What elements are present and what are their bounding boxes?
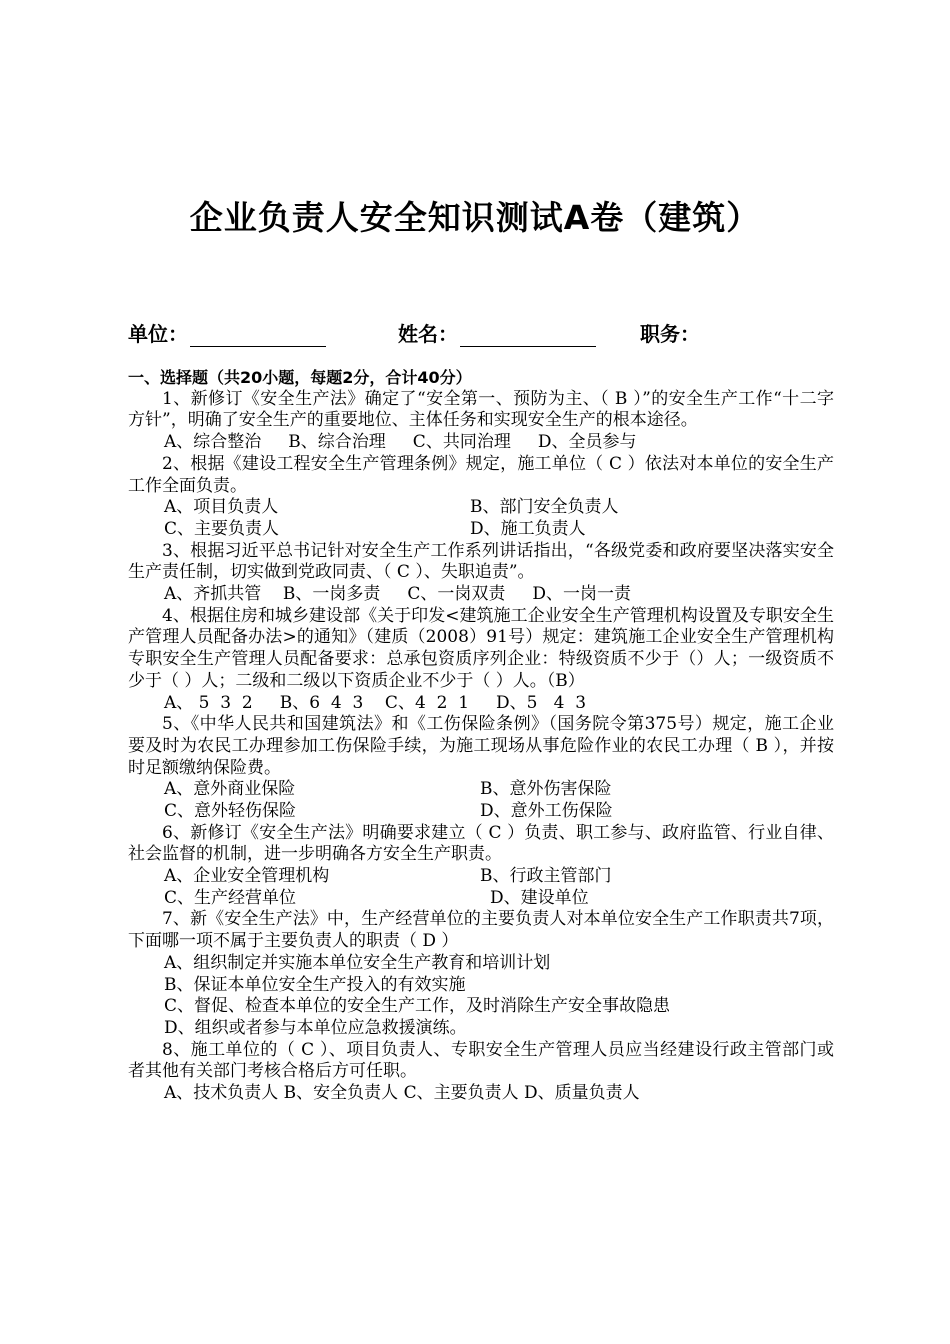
info-row: [128, 318, 828, 348]
question-3-options: A、齐抓共管 B、一岗多责 C、一岗双责 D、一岗一责: [164, 584, 632, 604]
question-1: 1、新修订《安全生产法》确定了“安全第一、预防为主、（ B ）”的安全生产工作“十二字方针”，明确了安全生产的重要地位、主体任务和实现安全生产的根本途径。: [128, 388, 834, 431]
option-d: D、施工负责人: [470, 518, 586, 539]
question-6: 6、新修订《安全生产法》明确要求建立（ C ）负责、职工参与、政府监管、行业自律、社会监督的机制，进一步明确各方安全生产职责。: [128, 822, 834, 865]
option-b: B、行政主管部门: [480, 866, 612, 887]
question-2-options-row: [128, 497, 834, 519]
question-list: [128, 367, 834, 1105]
question-2-options-row: [128, 519, 834, 541]
question-1-options: A、综合整治 B、综合治理 C、共同治理 D、全员参与: [164, 432, 637, 453]
question-7-option-d: D、组织或者参与本单位应急救援演练。: [164, 1018, 467, 1038]
question-7-option-c: C、督促、检查本单位的安全生产工作，及时消除生产安全事故隐患: [164, 996, 671, 1017]
question-4: 4、根据住房和城乡建设部《关于印发<建筑施工企业安全生产管理机构设置及专职安全生产管理人员配备办法>的通知》（建质（2008）91号）规定：建筑施工企业安全生产管理机构专职安全生产管理人员配备要求：总承包资质序列企业：特级资质不少于（）人；一级资质不少于（ ）人；二级和二级以下资质企业不少于（ ）人。（B）: [128, 605, 834, 691]
question-5-options-row: [128, 779, 834, 801]
option-a: A、意外商业保险: [164, 779, 296, 800]
question-7-option-b: B、保证本单位安全生产投入的有效实施: [164, 974, 466, 995]
option-c: C、主要负责人: [164, 518, 280, 539]
option-b: B、意外伤害保险: [480, 779, 612, 800]
question-5-options-row: [128, 801, 834, 823]
question-5: 5、《中华人民共和国建筑法》和《工伤保险条例》（国务院令第375号）规定，施工企业要及时为农民工办理参加工伤保险手续，为施工现场从事危险作业的农民工办理（ B ），并按时足额缴纳保险费。: [128, 714, 834, 778]
option-d: D、意外工伤保险: [480, 801, 613, 822]
option-a: A、项目负责人: [164, 497, 279, 518]
section-heading: 一、选择题（共20小题，每题2分，合计40分）: [128, 368, 472, 387]
page-title: 企业负责人安全知识测试A卷（建筑）: [189, 198, 761, 237]
question-8-options: A、技术负责人 B、安全负责人 C、主要负责人 D、质量负责人: [164, 1083, 640, 1104]
option-b: B、部门安全负责人: [470, 497, 619, 518]
question-6-options-row: [128, 866, 834, 888]
option-d: D、建设单位: [490, 887, 589, 908]
question-4-options: A、 5 3 2 B、6 4 3 C、4 2 1 D、5 4 3: [164, 692, 587, 713]
question-8: 8、施工单位的（ C ）、项目负责人、专职安全生产管理人员应当经建设行政主管部门或者其他有关部门考核合格后方可任职。: [128, 1039, 834, 1082]
unit-label: 单位：: [128, 322, 188, 346]
name-blank[interactable]: [460, 324, 596, 347]
question-3: 3、根据习近平总书记针对安全生产工作系列讲话指出，“各级党委和政府要坚决落实安全生产责任制，切实做到党政同责、（ C ）、失职追责”。: [128, 540, 834, 583]
name-label: 姓名：: [398, 322, 458, 346]
name-field: [398, 318, 596, 347]
position-label: 职务：: [640, 322, 700, 346]
position-field: [640, 318, 700, 347]
unit-blank[interactable]: [190, 324, 326, 347]
option-c: C、意外轻伤保险: [164, 801, 297, 822]
option-a: A、企业安全管理机构: [164, 866, 330, 887]
option-c: C、生产经营单位: [164, 887, 297, 908]
question-6-options-row: [128, 888, 834, 910]
question-7: 7、新《安全生产法》中，生产经营单位的主要负责人对本单位安全生产工作职责共7项，下面哪一项不属于主要负责人的职责（ D ）: [128, 909, 834, 952]
question-2: 2、根据《建设工程安全生产管理条例》规定，施工单位（ C ）依法对本单位的安全生产工作全面负责。: [128, 453, 834, 496]
question-7-option-a: A、组织制定并实施本单位安全生产教育和培训计划: [164, 952, 551, 973]
unit-field: [128, 318, 326, 347]
